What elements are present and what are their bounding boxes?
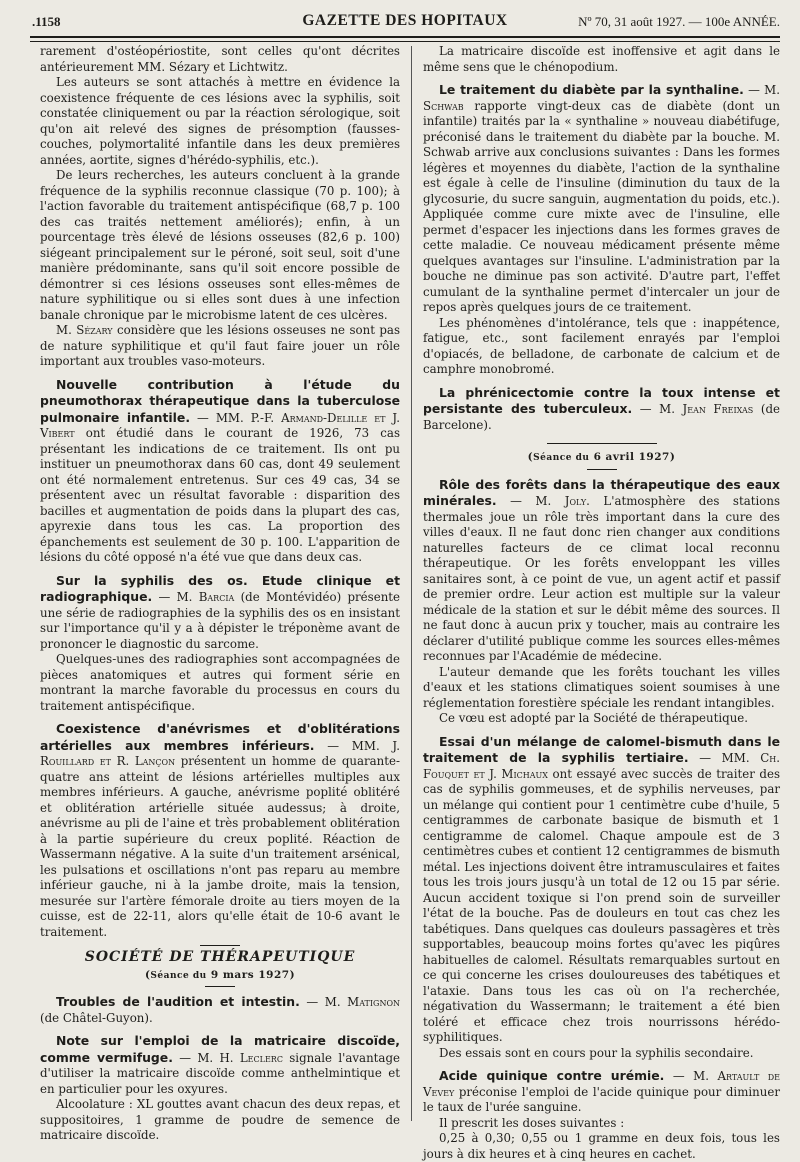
article-block: Troubles de l'audition et intestin. — M. Matignon (de Châtel-Guyon).: [40, 994, 400, 1025]
page-header: [30, 6, 780, 32]
article-authors: M. Artault de Vevey: [423, 1069, 781, 1099]
session-date-value: 9 mars 1927: [210, 968, 290, 981]
column-divider: [411, 46, 412, 1121]
article-authors: MM. J. Rouillard et R. Lançon: [40, 738, 400, 768]
article-text: ont essayé avec succès de traiter des cas de syphilis gommeuses, et de syphilis nerveuses, par un mélange qui contient pour 1 centimètre cube d'huile, 5 centigrammes de carbonate basique de bismuth et 1 centigramme de calomel. Chaque ampoule est de 3 centimètres cubes et contient 12 centigrammes de bismuth métal. Les injections doivent être intramusculaires et faites tous les trois jours jusqu'à un total de 12 ou 15 par série. Aucun accident toxique si l'on prend soin de surveiller l'état de la bouche. Pas de douleurs en tout cas chez les tabétiques. Dans quelques cas douleurs passagères et très supportables, beaucoup moins fortes qu'avec les piqûres habituelles de calomel. Résultats remarquables surtout en ce qui concerne les crises douloureuses des tabétiques et l'ataxie. Dans tous les cas où on l'a recherchée, négativation du Wassermann; le traitement a été bien toléré et efficace chez trois nourrissons hérédo-syphilitiques.: [423, 766, 781, 1044]
article-authors: M. Joly: [535, 494, 587, 508]
article-heading: Sur la syphilis des os. Etude clinique et radiographique.: [40, 572, 400, 604]
paragraph: Alcoolature : XL gouttes avant chacun des deux repas, et suppositoires, 1 gramme de poudre de semence de matricaire discoïde.: [40, 1097, 400, 1142]
article-heading: Rôle des forêts dans la thérapeutique des eaux minérales.: [423, 476, 780, 508]
header-rule-thick: [30, 36, 780, 38]
article-text: . L'atmosphère des stations thermales joue un rôle très important dans la cure des villes d'eaux. Il ne faut donc rien changer aux conditions naturelles facteurs de ce climat local reconnu thérapeutique. Or les forêts enveloppant les villes sanitaires sont, à ce point de vue, un agent actif et passif de premier ordre. Leur action est multiple sur la valeur médicale de la station et sur le débit même des sources. Il ne faut donc à aucun prix y toucher, mais au contraire les déclarer d'utilité publique comme les sources elles-mêmes reconnues par l'Académie de médecine.: [423, 494, 780, 663]
article-text: présentent un homme de quarante-quatre ans atteint de lésions artérielles multiples aux membres inférieurs. A gauche, anévrisme poplité oblitéré et oblitération artérielle située audessus; à droite, anévrisme au pli de l'aine et très probablement oblitération à la partie supérieure du creux poplité. Réaction de Wassermann négative. A la suite d'un traitement arsénical, les pulsations et oscillations n'ont pas reparu au membre inférieur gauche, ni à la jambe droite, mais la tension, mesurée sur l'artère fémorale droite au tiers moyen de la cuisse, est de 22-11, alors qu'elle était de 10-6 avant le traitement.: [40, 754, 400, 939]
paragraph: Les auteurs se sont attachés à mettre en évidence la coexistence fréquente de ces lésions avec la syphilis, soit constatée cliniquement ou par la réaction sérologique, soit qu'on ait relevé des signes de présomption (fausses-couches, polymortalité infantile dans les deux premières années, aortite, signes d'hérédo-syphilis, etc.).: [40, 75, 400, 167]
session-date-value: 6 avril 1927: [593, 451, 670, 463]
article-block: Rôle des forêts dans la thérapeutique des eaux minérales. — M. Joly. L'atmosphère des stations thermales joue un rôle très important dans la cure des villes d'eaux. Il ne faut donc rien changer aux conditions naturelles facteurs de ce climat local reconnu thérapeutique. Or les forêts enveloppant les villes sanitaires sont, à ce point de vue, un agent actif et passif de premier ordre. Leur action est multiple sur la valeur médicale de la station et sur le débit même des sources. Il ne faut donc à aucun prix y toucher, mais au contraire les déclarer d'utilité publique comme les sources elles-mêmes reconnues par l'Académie de médecine.: [423, 476, 780, 663]
article-authors: MM. Ch. Fouquet et J. Michaux: [423, 751, 780, 781]
article-block: Nouvelle contribution à l'étude du pneumothorax thérapeutique dans la tuberculose pulmonaire infantile. — MM. P.-F. Armand-Delille et J. Vibert ont étudié dans le courant de 1926, 73 cas présentant les indications de ce traitement. Ils ont pu instituer un pneumothorax dans 60 cas, dont 49 seulement ont été normalement entretenus. Sur ces 49 cas, 34 se présentent avec un résultat favorable : disparition des bacilles et augmentation de poids dans la plupart des cas, apyrexie dans tous les cas. La proportion des épanchements est seulement de 30 p. 100. L'apparition de lésions du côté opposé n'a été vue que dans deux cas.: [40, 376, 400, 564]
article-heading: Essai d'un mélange de calomel-bismuth dans le traitement de la syphilis tertiaire.: [423, 733, 780, 765]
article-heading: Le traitement du diabète par la synthaline.: [439, 82, 744, 97]
article-text: signale l'avantage d'utiliser la matricaire discoïde comme anthelmintique et en particulier pour les oxyures.: [40, 1050, 400, 1096]
article-text: (de Barcelone).: [423, 402, 780, 432]
article-text: rapporte vingt-deux cas de diabète (dont un infantile) traités par la « synthaline » nouveau diabétifuge, préconisé dans le traitement du diabète par la bouche. M. Schwab arrive aux conclusions suivantes : Dans les formes légères et moyennes du diabète, l'action de la synthaline est égale à celle de l'insuline (diminution du taux de la glycosurie, du sucre sanguin, augmentation du poids, etc.). Appliquée comme cure mixte avec de l'insuline, elle permet d'espacer les injections dans les formes graves de cette maladie. Ce nouveau médicament présente même quelques avantages sur l'insuline. L'administration par la bouche ne diminue pas son activité. D'autre part, l'effet cumulant de la synthaline permet d'intercaler un jour de repos après quelques jours de ce traitement.: [423, 98, 780, 314]
paragraph: Quelques-unes des radiographies sont accompagnées de pièces anatomiques et autres qui forment série en montrant la marche favorable du processus en cours du traitement antispécifique.: [40, 652, 400, 713]
article-authors: M. Barcia: [176, 590, 235, 604]
paragraph: La matricaire discoïde est inoffensive et agit dans le même sens que le chénopodium.: [423, 44, 780, 74]
society-title: SOCIÉTÉ DE THÉRAPEUTIQUE: [84, 949, 356, 965]
article-text: préconise l'emploi de l'acide quinique pour diminuer le taux de l'urée sanguine.: [423, 1084, 780, 1114]
article-authors: M. Jean Freixas: [659, 402, 754, 416]
article-text: (de Châtel-Guyon).: [40, 1010, 153, 1025]
left-column: [40, 44, 401, 1142]
journal-title: GAZETTE DES HOPITAUX: [302, 12, 508, 29]
article-heading: Coexistence d'anévrismes et d'oblitérations artérielles aux membres inférieurs.: [40, 721, 400, 753]
session-label: Séance du: [533, 453, 590, 463]
paragraph: rarement d'ostéopériostite, sont celles qu'ont décrites antérieurement MM. Sézary et Lichtwitz.: [40, 44, 400, 74]
article-authors: M. Schwab: [423, 83, 780, 113]
session-date: (Séance du 6 avril 1927): [527, 451, 676, 463]
session-label: Séance du: [150, 970, 207, 981]
header-rule-thin: [30, 41, 780, 42]
author-name: M. Sézary: [56, 323, 113, 337]
paragraph: 0,25 à 0,30; 0,55 ou 1 gramme en deux fois, tous les jours à dix heures et à cinq heures en cachet.: [423, 1131, 780, 1161]
article-text: ont étudié dans le courant de 1926, 73 cas présentant les indications de ce traitement. Ils ont pu instituer un pneumothorax dans 60 cas, dont 49 seulement ont été normalement entretenus. Sur ces 49 cas, 34 se présentent avec un résultat favorable : disparition des bacilles et augmentation de poids dans la plupart des cas, apyrexie dans tous les cas. La proportion des épanchements est seulement de 30 p. 100. L'apparition de lésions du côté opposé n'a été vue que dans deux cas.: [40, 426, 400, 564]
paragraph: Ce vœu est adopté par la Société de thérapeutique.: [439, 711, 749, 725]
paragraph: Il prescrit les doses suivantes :: [439, 1115, 625, 1130]
article-block: Acide quinique contre urémie. — M. Artault de Vevey préconise l'emploi de l'acide quinique pour diminuer le taux de l'urée sanguine.: [423, 1068, 781, 1114]
ornament-rule: [205, 986, 235, 987]
ornament-rule: [587, 469, 617, 470]
ornament-rule: [547, 443, 657, 444]
article-authors: M. H. Leclerc: [197, 1050, 283, 1065]
article-block: Note sur l'emploi de la matricaire discoïde, comme vermifuge. — M. H. Leclerc signale l'avantage d'utiliser la matricaire discoïde comme anthelmintique et en particulier pour les oxyures.: [40, 1033, 400, 1096]
article-heading: Note sur l'emploi de la matricaire discoïde, comme vermifuge.: [40, 1033, 400, 1065]
article-heading: La phrénicectomie contre la toux intense et persistante des tuberculeux.: [423, 384, 780, 416]
session-date: (Séance du 9 mars 1927): [144, 968, 296, 981]
article-block: La phrénicectomie contre la toux intense et persistante des tuberculeux. — M. Jean Freixas (de Barcelone).: [423, 384, 780, 432]
paragraph: [40, 323, 400, 370]
article-heading: Acide quinique contre urémie.: [439, 1068, 665, 1083]
paragraph: Des essais sont en cours pour la syphilis secondaire.: [439, 1045, 754, 1060]
article-block: Le traitement du diabète par la synthaline. — M. Schwab rapporte vingt-deux cas de diabète (dont un infantile) traités par la « synthaline » nouveau diabétifuge, préconisé dans le traitement du diabète par la bouche. M. Schwab arrive aux conclusions suivantes : Dans les formes légères et moyennes du diabète, l'action de la synthaline est égale à celle de l'insuline (diminution du taux de la glycosurie, du sucre sanguin, augmentation du poids, etc.). Appliquée comme cure mixte avec de l'insuline, elle permet d'espacer les injections dans les formes graves de cette maladie. Ce nouveau médicament présente même quelques avantages sur l'insuline. L'administration par la bouche ne diminue pas son activité. D'autre part, l'effet cumulant de la synthaline permet d'intercaler un jour de repos après quelques jours de ce traitement.: [423, 82, 780, 314]
paragraph: De leurs recherches, les auteurs concluent à la grande fréquence de la syphilis reconnue classique (70 p. 100); à l'action favorable du traitement antispécifique (68,7 p. 100 des cas traités nettement améliorés); enfin, à un pourcentage très élevé de lésions osseuses (82,6 p. 100) siégeant principalement sur le péroné, soit seul, soit d'une manière prédominante, sans qu'il soit encore possible de démontrer si ces lésions osseuses sont elles-mêmes de nature syphilitique ou si elles sont dues à une infection banale chronique par le microbisme latent de ces ulcères.: [40, 168, 400, 322]
article-text: (de Montévidéo) présente une série de radiographies de la syphilis des os en insistant sur l'importance qu'il y a à dépister le tréponème avant de prononcer le diagnostic du sarcome.: [40, 590, 401, 651]
article-authors: MM. P.-F. Armand-Delille et J. Vibert: [40, 410, 400, 440]
issue-info: Nº 70, 31 août 1927. — 100e ANNÉE.: [578, 14, 780, 29]
page-number: .1158: [32, 14, 61, 29]
paragraph-text: considère que les lésions osseuses ne sont pas de nature syphilitique et qu'il faut faire jouer un rôle important aux troubles vaso-moteurs.: [40, 323, 400, 368]
article-heading: Troubles de l'audition et intestin.: [56, 994, 300, 1009]
article-block: Sur la syphilis des os. Etude clinique et radiographique. — M. Barcia (de Montévidéo) présente une série de radiographies de la syphilis des os en insistant sur l'importance qu'il y a à dépister le tréponème avant de prononcer le diagnostic du sarcome.: [40, 572, 401, 651]
right-column: [423, 44, 781, 1161]
ornament-rule: [200, 945, 240, 946]
article-heading: Nouvelle contribution à l'étude du pneumothorax thérapeutique dans la tuberculose pulmonaire infantile.: [40, 376, 400, 425]
article-authors: M. Matignon: [324, 995, 400, 1009]
paragraph: L'auteur demande que les forêts touchant les villes d'eaux et les stations climatiques soient soumises à une réglementation forestière spéciale les rendant intangibles.: [423, 664, 780, 710]
article-block: Coexistence d'anévrismes et d'oblitérations artérielles aux membres inférieurs. — MM. J. Rouillard et R. Lançon présentent un homme de quarante-quatre ans atteint de lésions artérielles multiples aux membres inférieurs. A gauche, anévrisme poplité oblitéré et oblitération artérielle située audessus; à droite, anévrisme au pli de l'aine et très probablement oblitération à la partie supérieure du creux poplité. Réaction de Wassermann négative. A la suite d'un traitement arsénical, les pulsations et oscillations n'ont pas reparu au membre inférieur gauche, ni à la jambe droite, mais la tension, mesurée sur l'artère fémorale droite au tiers moyen de la cuisse, est de 22-11, alors qu'elle était de 10-6 avant le traitement.: [40, 721, 400, 939]
paragraph: Les phénomènes d'intolérance, tels que : inappétence, fatigue, etc., sont facilement enrayés par l'emploi d'opiacés, de belladone, de carbonate de calcium et de camphre monobromé.: [423, 315, 780, 376]
article-block: Essai d'un mélange de calomel-bismuth dans le traitement de la syphilis tertiaire. — MM. Ch. Fouquet et J. Michaux ont essayé avec succès de traiter des cas de syphilis gommeuses, et de syphilis nerveuses, par un mélange qui contient pour 1 centimètre cube d'huile, 5 centigrammes de carbonate basique de bismuth et 1 centigramme de calomel. Chaque ampoule est de 3 centimètres cubes et contient 12 centigrammes de bismuth métal. Les injections doivent être intramusculaires et faites tous les trois jours jusqu'à un total de 12 ou 15 par série. Aucun accident toxique si l'on prend soin de surveiller l'état de la bouche. Pas de douleurs en tout cas chez les tabétiques. Dans quelques cas douleurs passagères et très supportables, beaucoup moins fortes qu'avec les piqûres habituelles de calomel. Résultats remarquables surtout en ce qui concerne les crises douloureuses des tabétiques et l'ataxie. Dans tous les cas où on l'a recherchée, négativation du Wassermann; le traitement a été bien toléré et efficace chez trois nourrissons hérédo-syphilitiques.: [423, 733, 781, 1044]
